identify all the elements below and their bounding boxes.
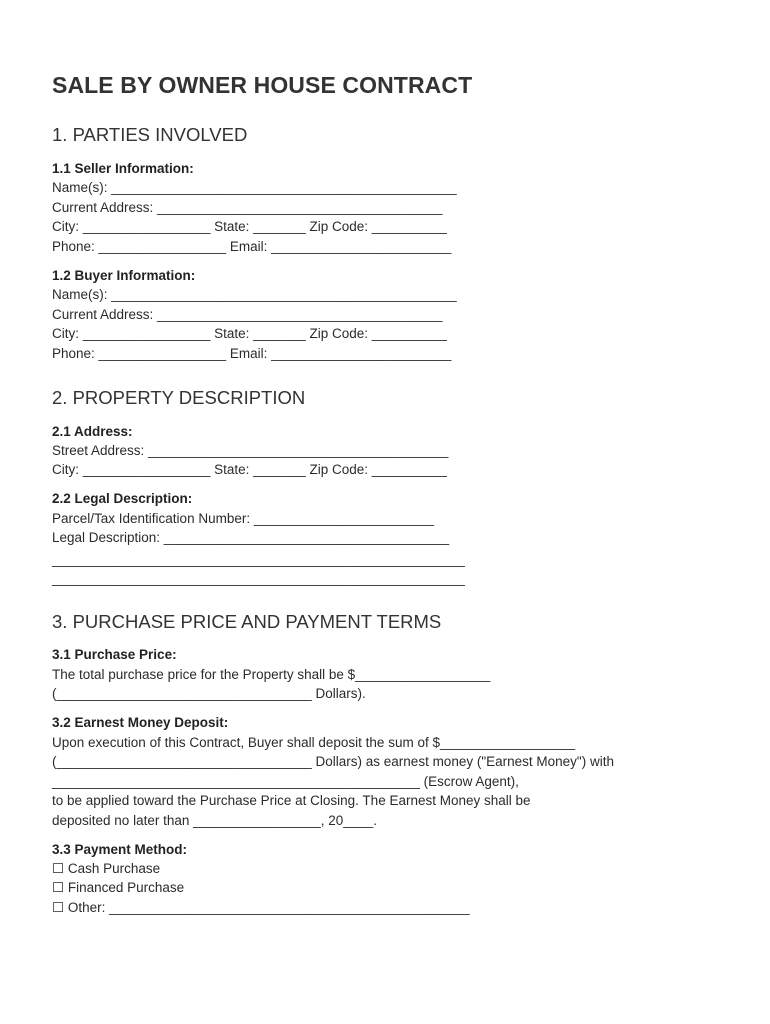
legal-description-blank-line[interactable]: _______________________________________________________ [52,552,465,567]
seller-address-field[interactable]: Current Address: ______________________________________ [52,200,443,215]
legal-description-blank-line[interactable]: _______________________________________________________ [52,571,465,586]
earnest-money-amount-field[interactable]: Upon execution of this Contract, Buyer shall deposit the sum of $__________________ [52,735,576,750]
parcel-id-field[interactable]: Parcel/Tax Identification Number: ________________________ [52,511,435,526]
cash-purchase-option[interactable] [52,861,160,877]
buyer-phone-email-field[interactable]: Phone: _________________ Email: ________________________ [52,346,452,361]
checkbox-icon[interactable]: ☐ [52,880,65,895]
seller-info-heading: 1.1 Seller Information: [52,161,194,176]
seller-city-state-zip-field[interactable]: City: _________________ State: _______ Zip Code: __________ [52,219,447,234]
address-heading: 2.1 Address: [52,424,133,439]
seller-phone-email-field[interactable]: Phone: _________________ Email: ________________________ [52,239,452,254]
escrow-agent-field[interactable]: _________________________________________________ (Escrow Agent), [52,774,519,789]
other-payment-option[interactable] [52,900,470,916]
section-1-heading: 1. PARTIES INVOLVED [52,124,248,145]
document-title: SALE BY OWNER HOUSE CONTRACT [52,72,473,98]
financed-purchase-option[interactable] [52,880,184,896]
payment-method-heading: 3.3 Payment Method: [52,842,188,857]
legal-description-field[interactable]: Legal Description: ______________________________________ [52,530,450,545]
earnest-money-words-field[interactable]: (__________________________________ Dollars) as earnest money ("Earnest Money") with [52,754,614,769]
property-city-state-zip-field[interactable]: City: _________________ State: _______ Zip Code: __________ [52,462,447,477]
street-address-field[interactable]: Street Address: ________________________________________ [52,443,449,458]
section-3-heading: 3. PURCHASE PRICE AND PAYMENT TERMS [52,611,442,632]
section-2-heading: 2. PROPERTY DESCRIPTION [52,387,306,408]
earnest-money-terms-text: to be applied toward the Purchase Price at Closing. The Earnest Money shall be [52,793,531,808]
cash-purchase-label: Cash Purchase [67,861,161,876]
seller-names-field[interactable]: Name(s): ______________________________________________ [52,180,457,195]
buyer-info-heading: 1.2 Buyer Information: [52,268,196,283]
deposit-date-field[interactable]: deposited no later than _________________, 20____. [52,813,378,828]
purchase-price-field[interactable]: The total purchase price for the Property shall be $__________________ [52,667,491,682]
buyer-names-field[interactable]: Name(s): ______________________________________________ [52,287,457,302]
checkbox-icon[interactable]: ☐ [52,900,65,915]
earnest-money-heading: 3.2 Earnest Money Deposit: [52,715,229,730]
legal-description-heading: 2.2 Legal Description: [52,491,193,506]
buyer-city-state-zip-field[interactable]: City: _________________ State: _______ Zip Code: __________ [52,326,447,341]
purchase-price-words-field[interactable]: (__________________________________ Dollars). [52,686,366,701]
purchase-price-heading: 3.1 Purchase Price: [52,647,177,662]
other-payment-field[interactable]: Other: ________________________________________________ [67,900,470,915]
financed-purchase-label: Financed Purchase [67,880,185,895]
buyer-address-field[interactable]: Current Address: ______________________________________ [52,307,443,322]
checkbox-icon[interactable]: ☐ [52,861,65,876]
